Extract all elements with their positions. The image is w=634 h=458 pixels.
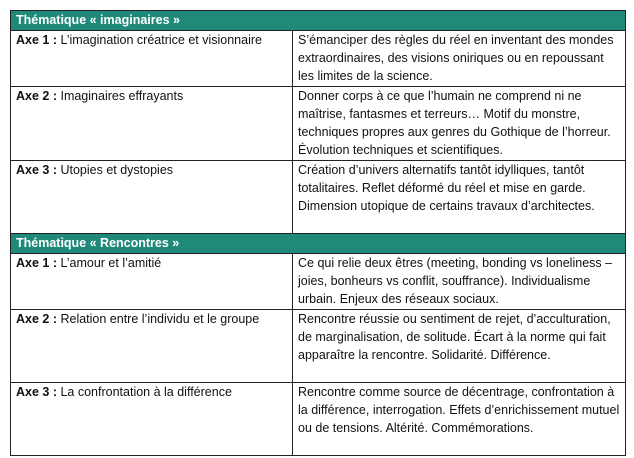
axis-cell <box>11 161 293 234</box>
axis-description: S’émanciper des règles du réel en inventant des mondes extraordinaires, des visions oniriques ou en repoussant les limites de la science. <box>293 31 626 87</box>
axis-description: Rencontre réussie ou sentiment de rejet, d’acculturation, de marginalisation, de solitude. Écart à la norme qui fait apparaître la rencontre. Solidarité. Différence. <box>293 310 626 383</box>
table-row <box>11 161 626 234</box>
axis-cell <box>11 383 293 456</box>
themes-table <box>10 10 626 456</box>
axis-cell <box>11 254 293 310</box>
axis-label: Axe 2 : <box>16 89 57 103</box>
axis-cell <box>11 31 293 87</box>
axis-theme: Utopies et dystopies <box>57 163 174 177</box>
table-row <box>11 31 626 87</box>
axis-theme: Imaginaires effrayants <box>57 89 184 103</box>
table-row <box>11 383 626 456</box>
axis-label: Axe 3 : <box>16 163 57 177</box>
table-row <box>11 310 626 383</box>
section-title: Thématique « imaginaires » <box>11 11 626 31</box>
axis-description: Ce qui relie deux êtres (meeting, bonding vs loneliness – joies, bonheurs vs conflit, souffrance). Individualisme urbain. Enjeux des réseaux sociaux. <box>293 254 626 310</box>
section-header-rencontres <box>11 234 626 254</box>
axis-label: Axe 1 : <box>16 33 57 47</box>
axis-theme: L’amour et l’amitié <box>57 256 162 270</box>
axis-description: Création d’univers alternatifs tantôt idylliques, tantôt totalitaires. Reflet déformé du réel et mise en garde. Dimension utopique de certains travaux d’architectes. <box>293 161 626 234</box>
axis-label: Axe 3 : <box>16 385 57 399</box>
axis-cell <box>11 87 293 161</box>
section-title: Thématique « Rencontres » <box>11 234 626 254</box>
axis-label: Axe 1 : <box>16 256 57 270</box>
table-row <box>11 254 626 310</box>
axis-label: Axe 2 : <box>16 312 57 326</box>
section-header-imaginaires <box>11 11 626 31</box>
axis-description: Rencontre comme source de décentrage, confrontation à la différence, interrogation. Effets d’enrichissement mutuel ou de tensions. Altérité. Commémorations. <box>293 383 626 456</box>
axis-theme: L’imagination créatrice et visionnaire <box>57 33 262 47</box>
axis-description: Donner corps à ce que l’humain ne comprend ni ne maîtrise, fantasmes et terreurs… Motif du monstre, techniques propres aux genres du Gothique de l’horreur. Évolution techniques et scientifiques. <box>293 87 626 161</box>
table-row <box>11 87 626 161</box>
axis-theme: La confrontation à la différence <box>57 385 232 399</box>
axis-cell <box>11 310 293 383</box>
axis-theme: Relation entre l’individu et le groupe <box>57 312 260 326</box>
